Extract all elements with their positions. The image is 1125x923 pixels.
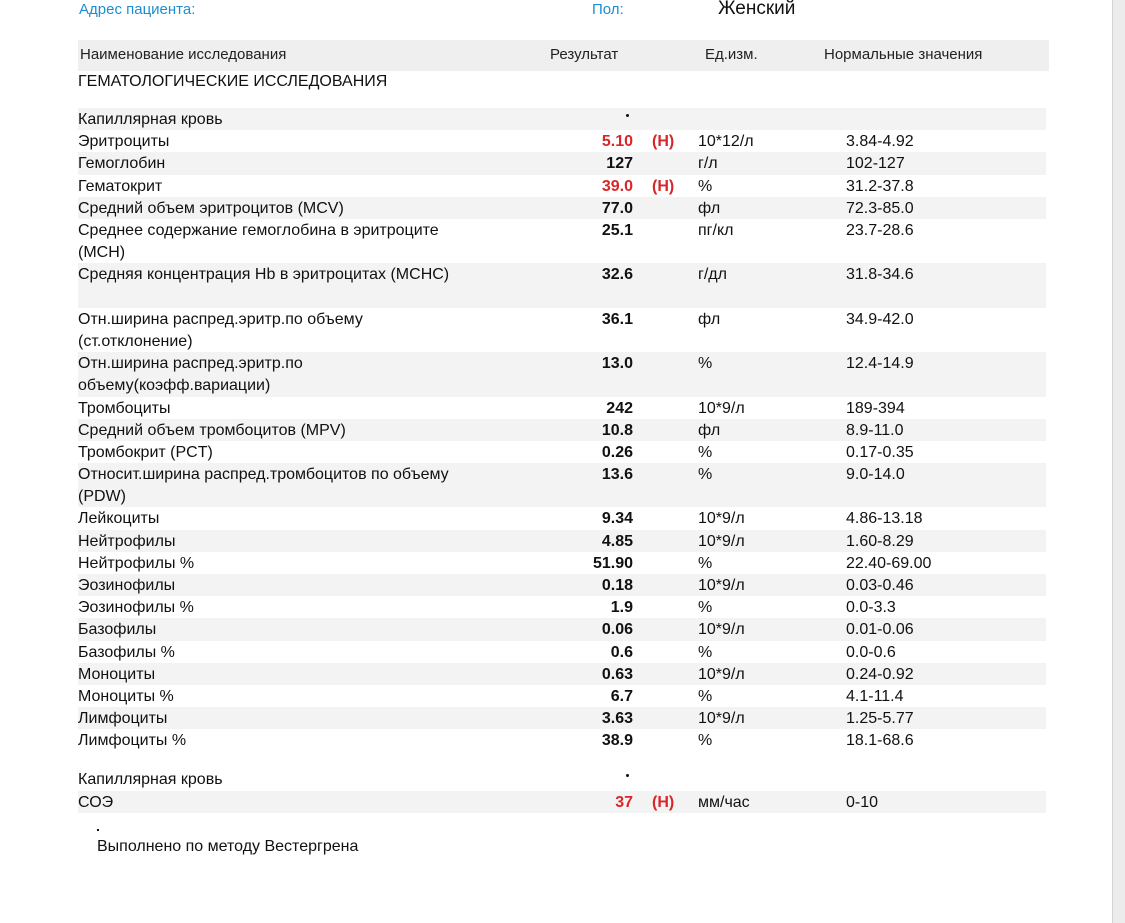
row-result: 38.9: [601, 732, 633, 750]
patient-sex-label: Пол:: [592, 1, 624, 18]
row-unit: %: [698, 643, 713, 661]
table-row: [78, 663, 1046, 685]
row-unit: фл: [698, 421, 721, 439]
row-norm: 9.0-14.0: [846, 466, 905, 484]
row-unit: пг/кл: [698, 221, 734, 239]
row-name: Гемоглобин: [78, 155, 166, 173]
row-flag: (H): [652, 133, 675, 151]
row-name: Гематокрит: [78, 177, 163, 195]
row-unit: 10*9/л: [698, 710, 745, 728]
esr-row: [78, 791, 1046, 813]
row-unit: 10*9/л: [698, 621, 745, 639]
row-unit: 10*9/л: [698, 577, 745, 595]
row-norm: 4.1-11.4: [846, 687, 904, 705]
table-row: [78, 219, 1046, 263]
row-name: Капиллярная кровь: [78, 111, 223, 128]
row-result: 1.9: [610, 599, 633, 617]
row-result: 0.06: [601, 621, 633, 639]
row-norm: 18.1-68.6: [846, 732, 914, 750]
row-result: 51.90: [592, 554, 633, 572]
esr-norm: 0-10: [846, 794, 879, 811]
table-row: [78, 152, 1046, 174]
row-result: 13.6: [601, 466, 633, 484]
note-dot: [97, 829, 99, 831]
row-result: 0.26: [601, 443, 633, 461]
esr-flag: (H): [652, 794, 675, 811]
row-name: Средний объем эритроцитов (MCV): [78, 199, 344, 217]
row-name: Базофилы: [78, 621, 157, 639]
table-row: [78, 507, 1046, 529]
row-unit: %: [698, 466, 713, 484]
row-unit: %: [698, 177, 713, 195]
row-name: Базофилы %: [78, 643, 175, 661]
table-row: [78, 308, 1046, 352]
table-row: [78, 419, 1046, 441]
row-name: Эозинофилы %: [78, 599, 194, 617]
table-row: [78, 175, 1046, 197]
section-title: ГЕМАТОЛОГИЧЕСКИЕ ИССЛЕДОВАНИЯ: [78, 73, 388, 90]
table-row: [78, 574, 1046, 596]
esr-name: СОЭ: [78, 794, 114, 811]
row-norm: 0.17-0.35: [846, 443, 914, 461]
row-name: Тромбокрит (PCT): [78, 443, 213, 461]
col-header-name: Наименование исследования: [80, 46, 287, 63]
table-header: [78, 40, 1049, 71]
row-name: Моноциты: [78, 665, 156, 683]
row-unit: %: [698, 443, 713, 461]
row-name: Эритроциты: [78, 133, 170, 151]
row-unit: %: [698, 599, 713, 617]
row-norm: 0.0-0.6: [846, 643, 896, 661]
table-row: [78, 130, 1046, 152]
row-name: Средняя концентрация Hb в эритроцитах (MCHC): [78, 266, 450, 284]
patient-sex-value: Женский: [718, 0, 796, 19]
row-unit: фл: [698, 199, 721, 217]
esr-result: 37: [615, 794, 633, 811]
sample-dot: [626, 114, 629, 117]
table-row: [78, 463, 1046, 507]
row-norm: 1.60-8.29: [846, 532, 914, 550]
row-result: 10.8: [601, 421, 633, 439]
row-name: Отн.ширина распред.эритр.по объему (ст.отклонение): [78, 310, 363, 350]
row-name: Лимфоциты %: [78, 732, 187, 750]
row-norm: 0.01-0.06: [846, 621, 914, 639]
row-norm: 8.9-11.0: [846, 421, 904, 439]
row-norm: 3.84-4.92: [846, 133, 914, 151]
esr-unit: мм/час: [698, 794, 750, 811]
table-row: [78, 729, 1046, 751]
row-name: Относит.ширина распред.тромбоцитов по объему (PDW): [78, 466, 449, 506]
row-norm: 189-394: [846, 399, 905, 417]
row-unit: 10*9/л: [698, 532, 745, 550]
row-unit: 10*9/л: [698, 665, 745, 683]
row-norm: 22.40-69.00: [846, 554, 932, 572]
row-result: 39.0: [601, 177, 633, 195]
row-result: 6.7: [610, 687, 633, 705]
row-result: 4.85: [601, 532, 633, 550]
table-row: [78, 352, 1046, 396]
row-norm: 72.3-85.0: [846, 199, 914, 217]
table-row: [78, 441, 1046, 463]
row-result: 13.0: [601, 355, 633, 373]
col-header-unit: Ед.изм.: [705, 46, 758, 63]
row-result: 32.6: [601, 266, 633, 284]
table-row: [78, 618, 1046, 640]
table-row: [78, 197, 1046, 219]
row-name: Средний объем тромбоцитов (MPV): [78, 421, 346, 439]
row-norm: 31.2-37.8: [846, 177, 914, 195]
esr-sample-row: [78, 768, 1046, 790]
row-unit: %: [698, 732, 713, 750]
row-name: Нейтрофилы: [78, 532, 176, 550]
col-header-norm: Нормальные значения: [824, 46, 983, 63]
table-row: [78, 685, 1046, 707]
col-header-result: Результат: [550, 46, 619, 63]
row-unit: 10*9/л: [698, 399, 745, 417]
table-row: [78, 641, 1046, 663]
row-norm: 102-127: [846, 155, 905, 173]
table-row: [78, 530, 1046, 552]
row-flag: (H): [652, 177, 675, 195]
row-norm: 4.86-13.18: [846, 510, 923, 528]
row-unit: %: [698, 554, 713, 572]
method-note: Выполнено по методу Вестергрена: [97, 838, 359, 855]
esr-sample-label: Капиллярная кровь: [78, 771, 223, 788]
table-row: [78, 108, 1046, 130]
row-result: 9.34: [601, 510, 633, 528]
row-unit: %: [698, 355, 713, 373]
row-result: 3.63: [601, 710, 633, 728]
row-unit: 10*9/л: [698, 510, 745, 528]
row-unit: 10*12/л: [698, 133, 754, 151]
row-unit: г/л: [698, 155, 718, 173]
table-row: [78, 397, 1046, 419]
row-norm: 23.7-28.6: [846, 221, 914, 239]
patient-address-label: Адрес пациента:: [79, 1, 196, 18]
row-unit: %: [698, 687, 713, 705]
table-row: [78, 707, 1046, 729]
row-name: Нейтрофилы %: [78, 554, 195, 572]
row-norm: 34.9-42.0: [846, 310, 914, 328]
row-result: 5.10: [601, 133, 633, 151]
row-result: 25.1: [601, 221, 633, 239]
row-norm: 31.8-34.6: [846, 266, 914, 284]
row-norm: 1.25-5.77: [846, 710, 914, 728]
table-row: [78, 263, 1046, 307]
row-unit: фл: [698, 310, 721, 328]
row-result: 77.0: [601, 199, 633, 217]
row-norm: 0.0-3.3: [846, 599, 896, 617]
row-norm: 0.24-0.92: [846, 665, 914, 683]
row-result: 242: [606, 399, 633, 417]
row-name: Эозинофилы: [78, 577, 176, 595]
row-name: Лейкоциты: [78, 510, 160, 528]
row-name: Отн.ширина распред.эритр.по объему(коэфф.вариации): [78, 355, 303, 395]
row-norm: 0.03-0.46: [846, 577, 914, 595]
sample-dot: [626, 774, 629, 777]
row-unit: г/дл: [698, 266, 727, 284]
row-result: 0.6: [610, 643, 633, 661]
row-norm: 12.4-14.9: [846, 355, 914, 373]
row-name: Среднее содержание гемоглобина в эритроците (MCH): [78, 221, 439, 261]
row-result: 127: [606, 155, 633, 173]
row-result: 0.63: [601, 665, 633, 683]
table-row: [78, 552, 1046, 574]
results-table: [78, 108, 1046, 752]
row-result: 36.1: [601, 310, 633, 328]
row-result: 0.18: [601, 577, 633, 595]
row-name: Лимфоциты: [78, 710, 168, 728]
table-row: [78, 596, 1046, 618]
row-name: Тромбоциты: [78, 399, 171, 417]
row-name: Моноциты %: [78, 687, 174, 705]
